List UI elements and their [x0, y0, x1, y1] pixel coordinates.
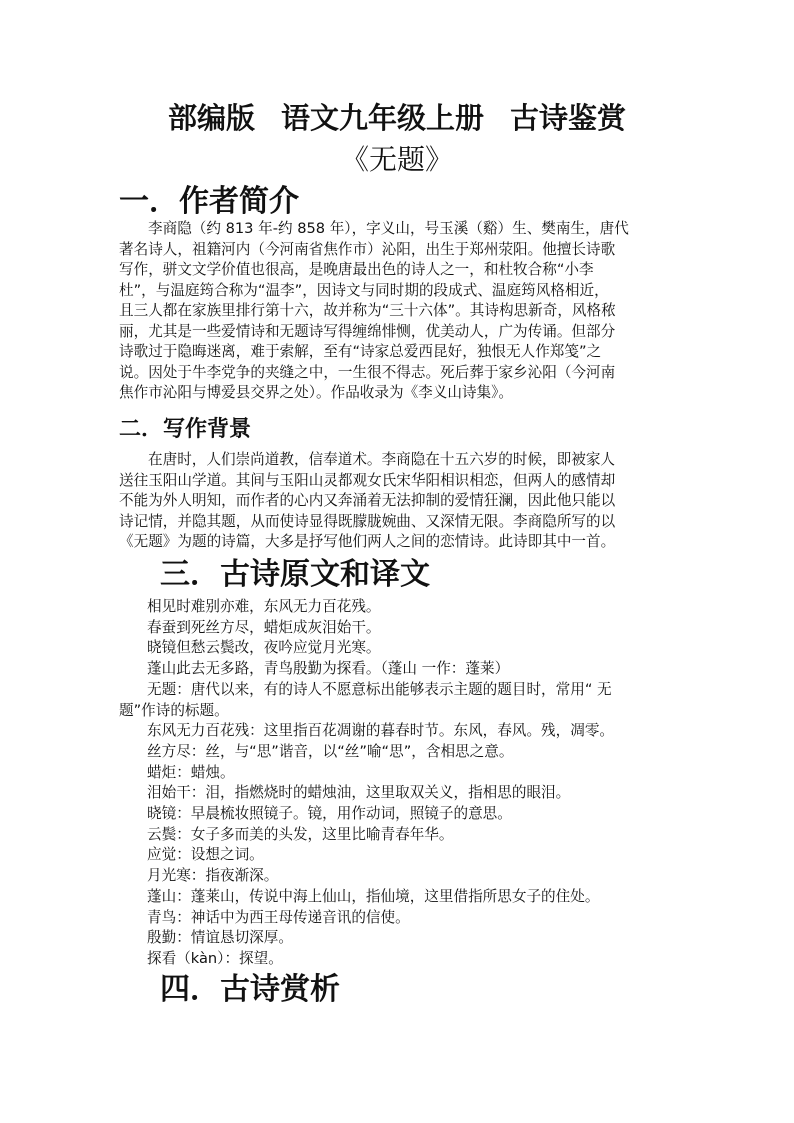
poem-line: 蓬山此去无多路，青鸟殷勤为探看。（蓬山 一作：蓬莱） [147, 660, 510, 678]
poem-line: 相见时难别亦难，东风无力百花残。 [147, 598, 381, 615]
note-line: 东风无力百花残：这里指百花凋谢的暮春时节。东风，春风。残，凋零。 [147, 722, 615, 740]
paragraph-line: 诗歌过于隐晦迷离，难于索解，至有“诗家总爱西昆好，独恨无人作郑笺”之 [119, 343, 602, 360]
note-line: 晓镜：早晨梳妆照镜子。镜，用作动词，照镜子的意思。 [147, 805, 512, 823]
title-topic: 古诗鉴赏 [510, 101, 627, 135]
note-line: 月光寒：指夜渐深。 [147, 867, 279, 885]
title-grade: 语文九年级上册 [280, 101, 484, 135]
paragraph-line: 不能为外人明知，而作者的心内又奔涌着无法抑制的爱情狂澜，因此他只能以 [119, 492, 616, 509]
note-line: 无题：唐代以来，有的诗人不愿意标出能够表示主题的题目时，常用“ 无 [147, 680, 612, 698]
note-line: 青鸟：神话中为西王母传递音讯的信使。 [147, 908, 410, 926]
note-line: 泪始干：泪，指燃烧时的蜡烛油，这里取双关义，指相思的眼泪。 [147, 784, 571, 802]
heading-background: 二．写作背景 [119, 416, 252, 442]
heading-appreciation: 四．古诗赏析 [160, 972, 340, 1007]
note-line: 应觉：设想之词。 [147, 846, 264, 864]
background-paragraph [119, 450, 675, 553]
note-line: 蓬山：蓬莱山，传说中海上仙山，指仙境，这里借指所思女子的住处。 [147, 887, 600, 905]
paragraph-line: 且三人都在家族里排行第十六，故并称为“三十六体”。其诗构思新奇，风格秾 [119, 302, 616, 319]
author-intro-paragraph [119, 219, 675, 404]
note-line: 云鬓：女子多而美的头发，这里比喻青春年华。 [147, 825, 454, 843]
document-title [0, 100, 794, 136]
paragraph-line: 丽，尤其是一些爱情诗和无题诗写得缠绵悱恻，优美动人，广为传诵。但部分 [119, 322, 616, 340]
title-publisher: 部编版 [167, 101, 255, 135]
note-line: 殷勤：情谊恳切深厚。 [147, 929, 293, 947]
paragraph-line: 写作，骈文文学价值也很高，是晚唐最出色的诗人之一，和杜牧合称“小李 [119, 261, 594, 278]
heading-original-text: 三．古诗原文和译文 [160, 557, 430, 592]
poem-title: 《无题》 [340, 143, 453, 176]
heading-author-intro: 一．作者简介 [119, 184, 299, 219]
paragraph-line: 在唐时，人们崇尚道教，信奉道术。李商隐在十五六岁的时候，即被家人 [148, 451, 616, 468]
paragraph-line: 诗记情，并隐其题，从而使诗显得既朦胧婉曲、又深情无限。李商隐所写的以 [119, 512, 616, 530]
paragraph-line: 送往玉阳山学道。其间与玉阳山灵都观女氏宋华阳相识相恋，但两人的感情却 [119, 471, 616, 489]
paragraph-line: 著名诗人，祖籍河内（今河南省焦作市）沁阳，出生于郑州荥阳。他擅长诗歌 [119, 240, 616, 258]
poem-line: 春蚕到死丝方尽，蜡炬成灰泪始干。 [147, 618, 381, 636]
poem-and-notes [119, 597, 687, 970]
paragraph-line: 《无题》为题的诗篇，大多是抒写他们两人之间的恋情诗。此诗即其中一首。 [119, 533, 616, 550]
note-line: 题”作诗的标题。 [119, 701, 229, 719]
note-line: 丝方尽：丝，与“思”谐音，以“丝”喻“思”，含相思之意。 [147, 742, 514, 760]
note-line: 蜡炬：蜡烛。 [147, 763, 235, 781]
paragraph-line: 李商隐（约 813 年-约 858 年），字义山，号玉溪（谿）生、樊南生，唐代 [148, 220, 629, 237]
paragraph-line: 说。因处于牛李党争的夹缝之中，一生很不得志。死后葬于家乡沁阳（今河南 [119, 363, 616, 381]
paragraph-line: 焦作市沁阳与博爱县交界之处）。作品收录为《李义山诗集》。 [119, 384, 514, 401]
paragraph-line: 杜”，与温庭筠合称为“温李”，因诗文与同时期的段成式、温庭筠风格相近， [119, 281, 609, 299]
note-line: 探看（kàn）：探望。 [147, 949, 283, 967]
poem-line: 晓镜但愁云鬓改，夜吟应觉月光寒。 [147, 639, 381, 657]
